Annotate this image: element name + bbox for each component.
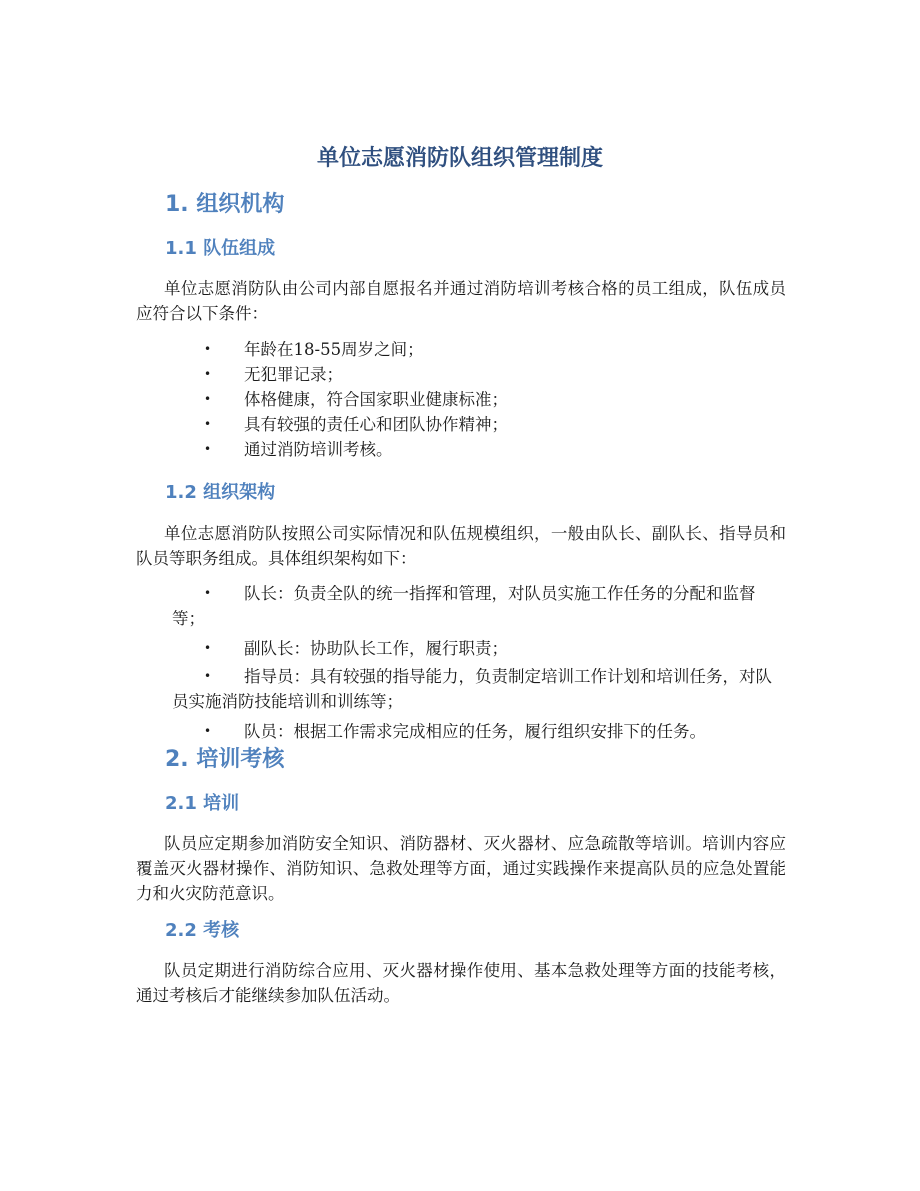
bullet-icon: • (204, 641, 212, 655)
bullet-icon: • (204, 442, 212, 456)
subsection-heading-training: 2.1 培训 (165, 793, 240, 814)
list-item: • 体格健康，符合国家职业健康标准； (172, 387, 787, 412)
list-item: • 队员：根据工作需求完成相应的任务，履行组织安排下的任务。 (172, 719, 787, 744)
org-structure-intro: 单位志愿消防队按照公司实际情况和队伍规模组织，一般由队长、副队长、指导员和队员等职务组成。具体组织架构如下： (136, 524, 786, 568)
bullet-icon: • (204, 342, 212, 356)
bullet-icon: • (204, 586, 212, 600)
section-heading-organization: 1. 组织机构 (165, 192, 285, 217)
list-item: • 通过消防培训考核。 (172, 437, 787, 462)
assessment-body: 队员定期进行消防综合应用、灭火器材操作使用、基本急救处理等方面的技能考核，通过考核后才能继续参加队伍活动。 (136, 961, 786, 1005)
section-heading-training-assessment: 2. 培训考核 (165, 747, 285, 772)
subsection-heading-team-composition: 1.1 队伍组成 (165, 238, 276, 259)
org-roles-list (172, 581, 787, 744)
list-item: • 队长：负责全队的统一指挥和管理，对队员实施工作任务的分配和监督等； (172, 581, 787, 631)
training-body: 队员应定期参加消防安全知识、消防器材、灭火器材、应急疏散等培训。培训内容应覆盖灭火器材操作、消防知识、急救处理等方面，通过实践操作来提高队员的应急处置能力和火灾防范意识。 (136, 834, 786, 903)
team-composition-intro: 单位志愿消防队由公司内部自愿报名并通过消防培训考核合格的员工组成，队伍成员应符合以下条件： (136, 279, 786, 323)
subsection-heading-org-structure: 1.2 组织架构 (165, 482, 276, 503)
list-item: • 指导员：具有较强的指导能力，负责制定培训工作计划和培训任务，对队员实施消防技能培训和训练等； (172, 664, 787, 714)
bullet-icon: • (204, 392, 212, 406)
list-item: • 年龄在18-55周岁之间； (172, 337, 787, 362)
bullet-icon: • (204, 417, 212, 431)
bullet-icon: • (204, 669, 212, 683)
list-item: • 具有较强的责任心和团队协作精神； (172, 412, 787, 437)
bullet-icon: • (204, 367, 212, 381)
bullet-icon: • (204, 724, 212, 738)
subsection-heading-assessment: 2.2 考核 (165, 920, 240, 941)
team-requirements-list (172, 337, 787, 462)
document-title: 单位志愿消防队组织管理制度 (316, 146, 603, 171)
list-item: • 副队长：协助队长工作，履行职责； (172, 636, 787, 661)
list-item: • 无犯罪记录； (172, 362, 787, 387)
